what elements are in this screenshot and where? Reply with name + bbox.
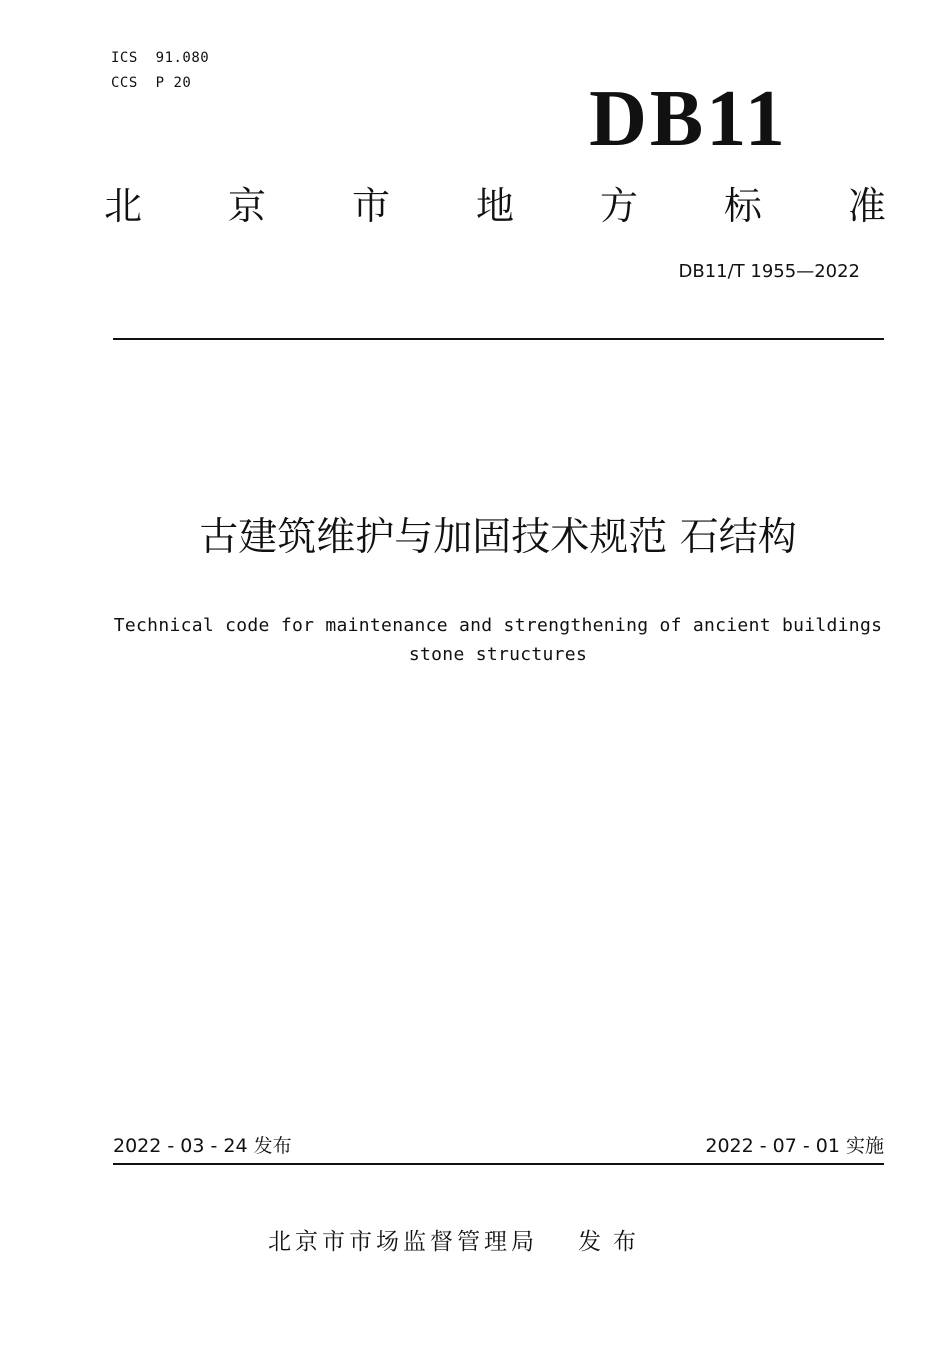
implementation-date: 2022 - 07 - 01 实施 [705,1135,884,1157]
standard-type-char: 标 [723,184,762,228]
english-title-line-1: Technical code for maintenance and strengthening of ancient buildings [113,615,883,636]
english-title-line-2: stone structures [408,644,588,665]
ccs-code: CCS P 20 [111,75,192,91]
classification-codes [111,46,209,96]
standard-type-char: 北 [104,184,143,228]
standard-type-char: 市 [351,184,390,228]
standard-type-char: 地 [475,184,514,228]
standard-type-char: 方 [599,184,638,228]
standard-number: DB11/T 1955—2022 [678,261,860,282]
ics-code: ICS 91.080 [111,50,210,66]
standard-type-char: 准 [847,184,886,228]
standard-type-heading [104,180,886,232]
issue-date: 2022 - 03 - 24 发布 [113,1135,292,1157]
standard-mark: DB11 [589,75,788,163]
english-title [60,611,936,669]
bottom-divider [113,1163,884,1165]
standard-type-char: 京 [227,184,266,228]
chinese-title: 古建筑维护与加固技术规范 石结构 [199,515,797,560]
publisher-name: 北京市市场监督管理局 [268,1229,538,1255]
publisher-action: 发布 [578,1229,648,1255]
top-divider [113,338,884,340]
publisher-line [268,1224,648,1260]
